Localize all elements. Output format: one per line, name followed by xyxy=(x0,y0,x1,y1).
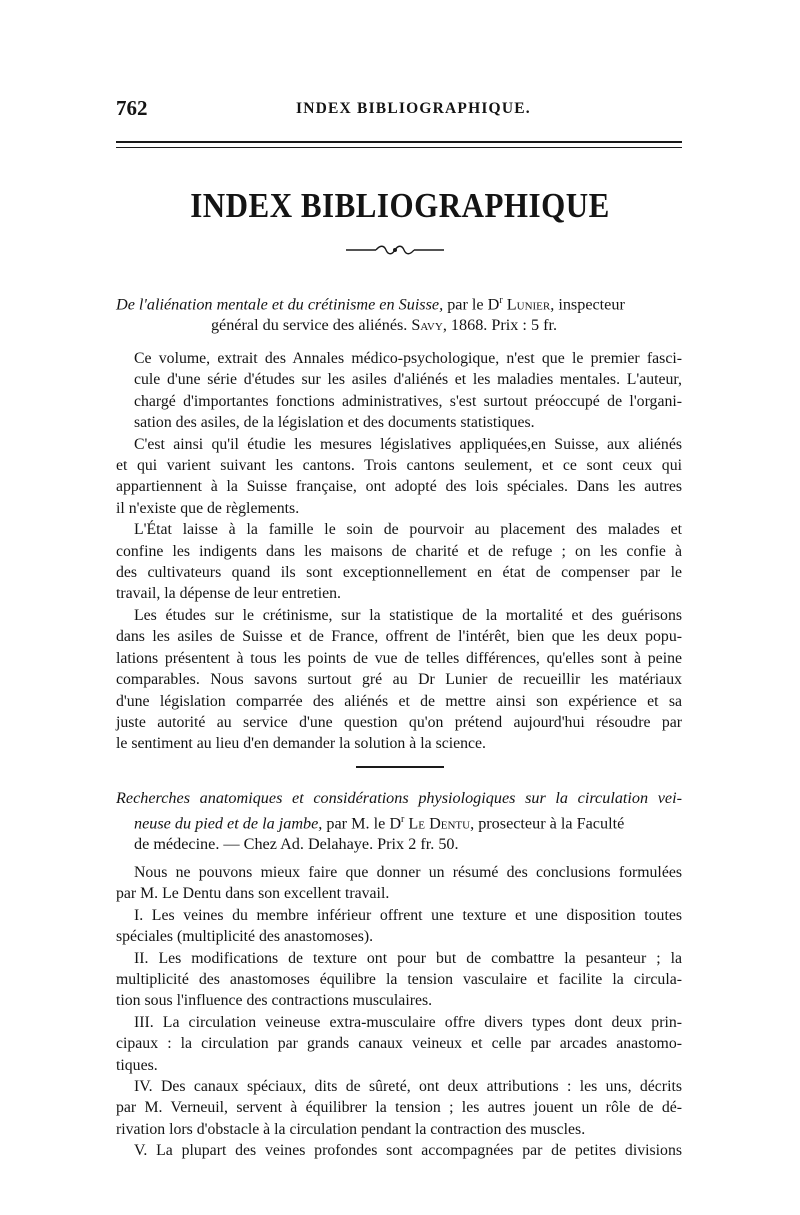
running-head xyxy=(116,96,682,126)
text-line: multiplicité des anastomoses équilibre la tension vasculaire et facilite la circula- xyxy=(116,971,682,989)
entry-1-title: De l'aliénation mentale et du crétinisme en Suisse, xyxy=(116,295,444,314)
text-line: Nous ne pouvons mieux faire que donner un résumé des conclusions formulées xyxy=(134,864,682,881)
entry-1-paragraph xyxy=(116,434,682,520)
text-line: I. Les veines du membre inférieur offrent une texture et une disposition toutes xyxy=(134,906,682,924)
section-separator xyxy=(356,766,444,768)
text-line: d'une législation comparrée des aliénés et de mettre ainsi son expérience et sa xyxy=(116,692,682,710)
text-line: des cultivateurs quand ils sont exceptionnellement en état de compenser par le xyxy=(116,564,682,582)
text-line: C'est ainsi qu'il étudie les mesures législatives appliquées,en Suisse, aux aliénés xyxy=(134,435,682,453)
text-line: il n'existe que de règlements. xyxy=(116,499,300,517)
text-line: cipaux : la circulation par grands canaux veineux et celle par arcades anastomo- xyxy=(116,1035,682,1053)
entry-1-heading xyxy=(116,290,682,336)
page-number: 762 xyxy=(116,96,148,120)
text-line: le sentiment au lieu d'en demander la solution à la science. xyxy=(116,735,486,753)
entry-1-dr-sup: r xyxy=(499,295,503,306)
entry-2-paragraph xyxy=(116,948,682,1012)
text-line: travail, la dépense de leur entretien. xyxy=(116,585,341,603)
entry-2-paragraph xyxy=(116,862,682,905)
text-line: rivation lors d'obstacle à la circulation pendant la contraction des muscles. xyxy=(116,1120,586,1138)
entry-1-line2: général du service des aliénés. xyxy=(210,316,412,335)
text-line: Les études sur le crétinisme, sur la statistique de la mortalité et des guérisons xyxy=(134,606,682,624)
entry-1-line2-end: , 1868. Prix : 5 fr. xyxy=(442,316,558,335)
text-line: comparables. Nous savons surtout gré au Dr Lunier de recueillir les matériaux xyxy=(116,671,682,689)
entry-1-publisher: Savy xyxy=(411,316,443,335)
entry-2-paragraph xyxy=(116,1012,682,1076)
fleuron-ornament-icon xyxy=(346,244,444,256)
entry-1-paragraph xyxy=(116,348,682,434)
entry-2-title-line1: Recherches anatomiques et considérations physiologiques sur la circulation vei- xyxy=(116,789,682,807)
text-line: cule d'une série d'études sur les asiles d'aliénés et les maladies mentales. L'auteur, xyxy=(134,371,682,389)
entry-2-author: Le Dentu xyxy=(408,814,471,833)
text-line: tion sous l'influence des contractions musculaires. xyxy=(116,992,433,1010)
text-line: confine les indigents dans les maisons de charité et de refuge ; on les confie à xyxy=(116,542,682,560)
text-line: par M. Le Dentu dans son excellent travail. xyxy=(116,885,390,903)
text-line: L'État laisse à la famille le soin de pourvoir au placement des malades et xyxy=(134,521,682,539)
text-line: spéciales (multiplicité des anastomoses). xyxy=(116,928,374,946)
entry-2-dr-sup: r xyxy=(401,814,405,825)
entry-1-paragraph xyxy=(116,519,682,605)
text-line: chargé d'importantes fonctions administratives, s'est surtout préoccupé de l'organi- xyxy=(134,392,682,410)
header-rule-thin xyxy=(116,147,682,148)
entry-2-paragraph xyxy=(116,1140,682,1161)
entry-1-body xyxy=(116,348,682,755)
text-line: IV. Des canaux spéciaux, dits de sûreté, ont deux attributions : les uns, décrits xyxy=(134,1078,682,1096)
text-line: par M. Verneuil, servent à équilibrer la tension ; les autres jouent un rôle de dé- xyxy=(116,1099,682,1117)
text-line: dans les asiles de Suisse et de France, offrent de l'intérêt, bien que les deux popu- xyxy=(116,628,682,646)
text-line: Ce volume, extrait des Annales médico-psychologique, n'est que le premier fasci- xyxy=(134,350,682,367)
text-line: II. Les modifications de texture ont pour but de combattre la pesanteur ; la xyxy=(134,949,682,967)
main-title: INDEX BIBLIOGRAPHIQUE xyxy=(190,185,610,226)
entry-2-paragraph xyxy=(116,1076,682,1140)
entry-2-role: , prosecteur à la Faculté xyxy=(470,814,625,833)
entry-2-title-line2: neuse du pied et de la jambe, xyxy=(134,814,323,833)
text-line: appartiennent à la Suisse française, ont adopté des lois spéciales. Dans les autres xyxy=(116,478,682,496)
entry-1-author: Lunier xyxy=(506,295,551,314)
text-line: et qui varient suivant les cantons. Trois cantons seulement, et ce sont ceux qui xyxy=(116,457,682,475)
entry-2-by: par M. le D xyxy=(322,814,402,833)
text-line: tiques. xyxy=(116,1056,158,1074)
entry-2-paragraph xyxy=(116,905,682,948)
entry-2-body xyxy=(116,862,682,1162)
entry-1-by: par le D xyxy=(443,295,500,314)
text-line: sation des asiles, de la législation et des documents statistiques. xyxy=(134,414,535,432)
running-title: INDEX BIBLIOGRAPHIQUE. xyxy=(296,100,531,117)
entry-2-publisher-line: de médecine. — Chez Ad. Delahaye. Prix 2 fr. 50. xyxy=(134,835,459,854)
header-rule-thick xyxy=(116,141,682,143)
text-line: lations présentent à tous les points de vue de telles différences, qu'elles sont à peine xyxy=(116,649,682,667)
text-line: V. La plupart des veines profondes sont accompagnées par de petites divisions xyxy=(134,1142,682,1160)
entry-1-paragraph xyxy=(116,605,682,755)
entry-2-heading xyxy=(116,788,682,855)
text-line: juste autorité au service d'une question qu'on prétend aujourd'hui résoudre par xyxy=(116,713,682,731)
entry-1-role: , inspecteur xyxy=(550,295,625,314)
text-line: III. La circulation veineuse extra-musculaire offre divers types dont deux prin- xyxy=(134,1013,682,1031)
